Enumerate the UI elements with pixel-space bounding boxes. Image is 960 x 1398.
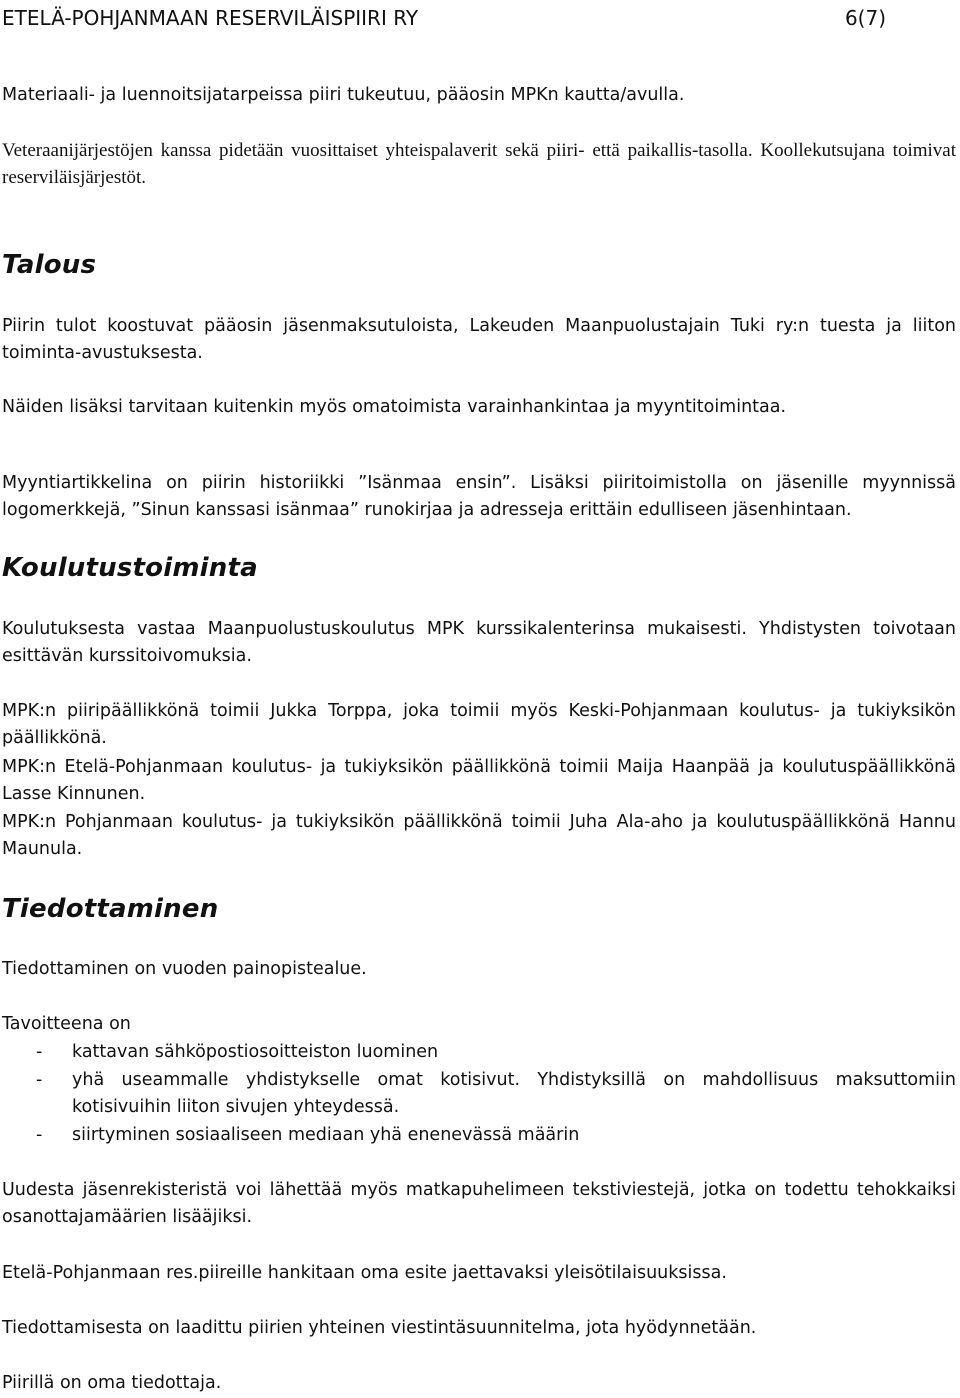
section-heading-tiedottaminen: Tiedottaminen [2,894,219,924]
list-item-text: kattavan sähköpostiosoitteiston luominen [72,1042,439,1062]
organization-name: ETELÄ-POHJANMAAN RESERVILÄISPIIRI RY [2,6,419,30]
intro-paragraph-materials: Materiaali- ja luennoitsijatarpeissa piiri tukeutuu, pääosin MPKn kautta/avulla. [2,85,685,105]
section-heading-koulutustoiminta: Koulutustoiminta [2,553,258,583]
tiedottaminen-goals-label: Tavoitteena on [2,1014,131,1034]
tiedottaminen-paragraph-brochure: Etelä-Pohjanmaan res.piireille hankitaan oma esite jaettavaksi yleisötilaisuuksissa. [2,1263,727,1283]
tiedottaminen-paragraph-spokesperson: Piirillä on oma tiedottaja. [2,1373,222,1393]
list-item-text: yhä useammalle yhdistykselle omat kotisivut. Yhdistyksillä on mahdollisuus maksuttomiin kotisivuihin liiton sivujen yhteydessä. [72,1070,956,1117]
page-number: 6(7) [844,6,886,30]
list-dash: - [36,1070,43,1090]
talous-paragraph-sales: Myyntiartikkelina on piirin historiikki ”Isänmaa ensin”. Lisäksi piiritoimistolla on jäsenille myynnissä logomerkkejä, ”Sinun kanssasi isänmaa” runokirjaa ja adresseja erittäin edulliseen jäsenhintaan. [2,473,956,520]
page-header [2,2,886,34]
koulutus-paragraph-etela-pohjanmaa: MPK:n Etelä-Pohjanmaan koulutus- ja tukiyksikön päällikkönä toimii Maija Haanpää ja koulutuspäällikkönä Lasse Kinnunen. [2,757,956,804]
talous-paragraph-fundraising: Näiden lisäksi tarvitaan kuitenkin myös omatoimista varainhankintaa ja myyntitoimintaa. [2,397,787,417]
list-item-text: siirtyminen sosiaaliseen mediaan yhä enenevässä määrin [72,1125,580,1145]
list-dash: - [36,1125,43,1145]
tiedottaminen-paragraph-plan: Tiedottamisesta on laadittu piirien yhteinen viestintäsuunnitelma, jota hyödynnetään. [2,1318,757,1338]
koulutus-paragraph-mpk: Koulutuksesta vastaa Maanpuolustuskoulutus MPK kurssikalenterinsa mukaisesti. Yhdistysten toivotaan esittävän kurssitoivomuksia. [2,619,956,666]
tiedottaminen-paragraph-focus: Tiedottaminen on vuoden painopistealue. [2,959,367,979]
section-heading-talous: Talous [2,250,97,280]
intro-paragraph-veterans: Veteraanijärjestöjen kanssa pidetään vuosittaiset yhteispalaverit sekä piiri- että paikallis-tasolla. Koollekutsujana toimivat reserviläisjärjestöt. [2,140,956,188]
talous-paragraph-income: Piirin tulot koostuvat pääosin jäsenmaksutuloista, Lakeuden Maanpuolustajain Tuki ry:n tuesta ja liiton toiminta-avustuksesta. [2,316,956,363]
tiedottaminen-paragraph-sms: Uudesta jäsenrekisteristä voi lähettää myös matkapuhelimeen tekstiviestejä, jotka on todettu tehokkaiksi osanottajamäärien lisääjiksi. [2,1180,956,1227]
koulutus-paragraph-district-chief: MPK:n piiripäällikkönä toimii Jukka Torppa, joka toimii myös Keski-Pohjanmaan koulutus- ja tukiyksikön päällikkönä. [2,701,956,748]
list-dash: - [36,1042,43,1062]
koulutus-paragraph-pohjanmaa: MPK:n Pohjanmaan koulutus- ja tukiyksikön päällikkönä toimii Juha Ala-aho ja koulutuspäällikkönä Hannu Maunula. [2,812,956,859]
